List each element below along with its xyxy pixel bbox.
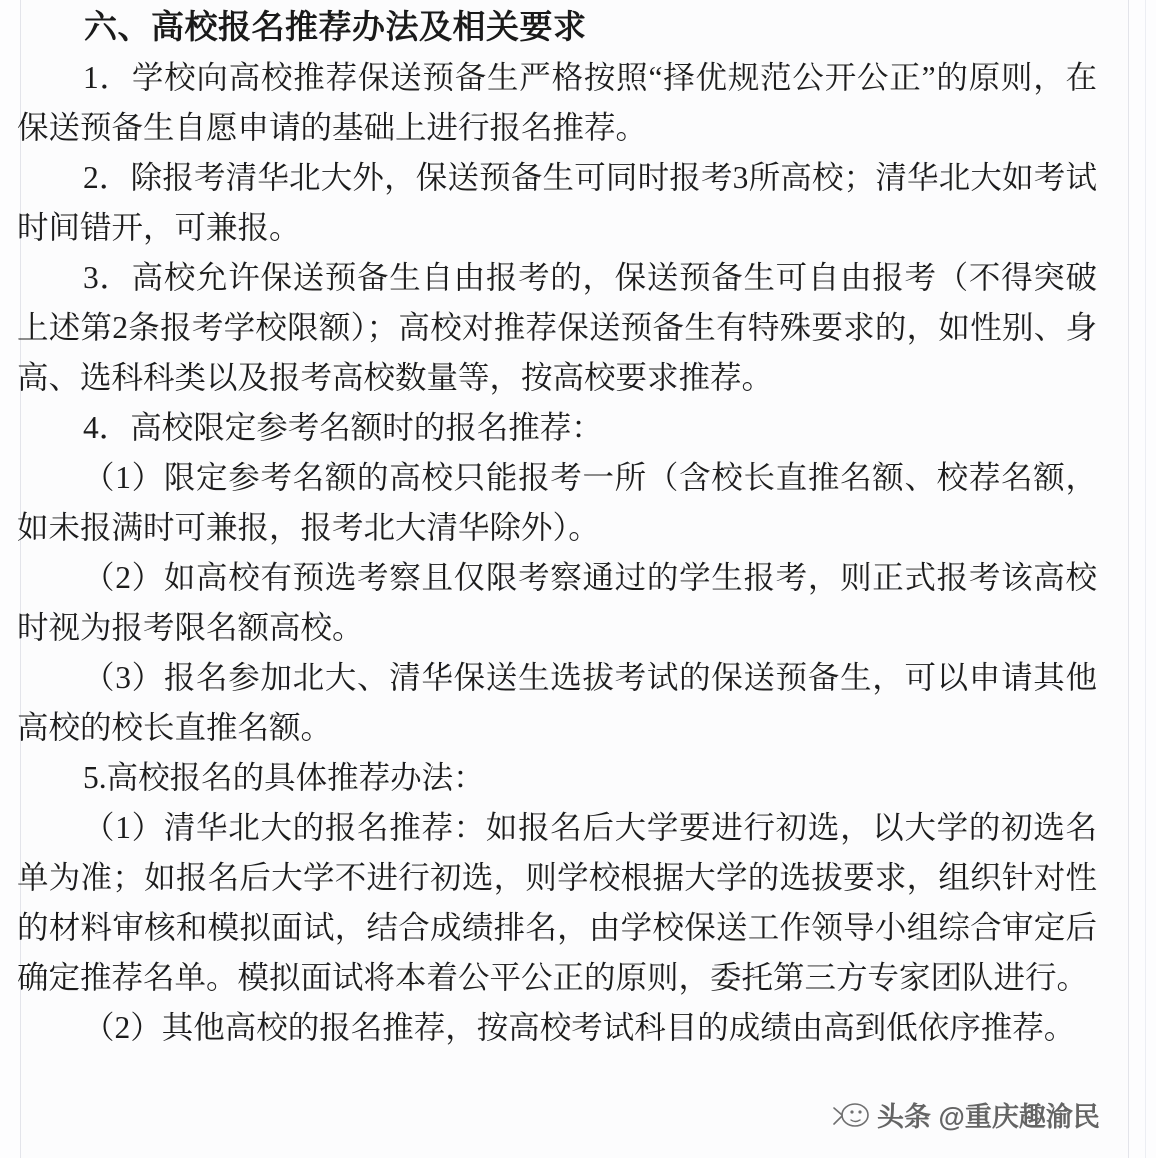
paragraph-item-5: 5.高校报名的具体推荐办法： [83, 760, 485, 795]
paragraph-item-1: 1．学校向高校推荐保送预备生严格按照“择优规范公开公正”的原则，在保送预备生自愿申请的基础上进行报名推荐。 [17, 60, 1097, 145]
paragraph-item-5-sub-2: （2）其他高校的报名推荐，按高校考试科目的成绩由高到低依序推荐。 [83, 1010, 1076, 1045]
paragraph-item-4: 4．高校限定参考名额时的报名推荐： [83, 410, 603, 445]
paragraph-item-3: 3．高校允许保送预备生自由报考的，保送预备生可自由报考（不得突破上述第2条报考学校限额）；高校对推荐保送预备生有特殊要求的，如性别、身高、选科科类以及报考高校数量等，按高校要求推荐。 [17, 260, 1097, 395]
paragraph-item-4-sub-2: （2）如高校有预选考察且仅限考察通过的学生报考，则正式报考该高校时视为报考限名额高校。 [17, 560, 1097, 645]
page-edge-rule-right-inner [1128, 0, 1129, 1158]
page-edge-rule-right-outer [1145, 0, 1146, 1158]
paragraph-item-4-sub-3: （3）报名参加北大、清华保送生选拔考试的保送预备生，可以申请其他高校的校长直推名额。 [17, 660, 1097, 745]
watermark-text: 头条 @重庆趣渝民 [877, 1102, 1100, 1132]
paragraph-item-2: 2．除报考清华北大外，保送预备生可同时报考3所高校；清华北大如考试时间错开，可兼报。 [17, 160, 1097, 245]
section-heading: 六、高校报名推荐办法及相关要求 [84, 10, 587, 46]
paragraph-item-4-sub-1: （1）限定参考名额的高校只能报考一所（含校长直推名额、校荐名额，如未报满时可兼报，报考北大清华除外）。 [17, 460, 1097, 545]
paragraph-item-5-sub-1: （1）清华北大的报名推荐：如报名后大学要进行初选，以大学的初选名单为准；如报名后大学不进行初选，则学校根据大学的选拔要求，组织针对性的材料审核和模拟面试，结合成绩排名，由学校保送工作领导小组综合审定后确定推荐名单。模拟面试将本着公平公正的原则，委托第三方专家团队进行。 [17, 810, 1097, 995]
